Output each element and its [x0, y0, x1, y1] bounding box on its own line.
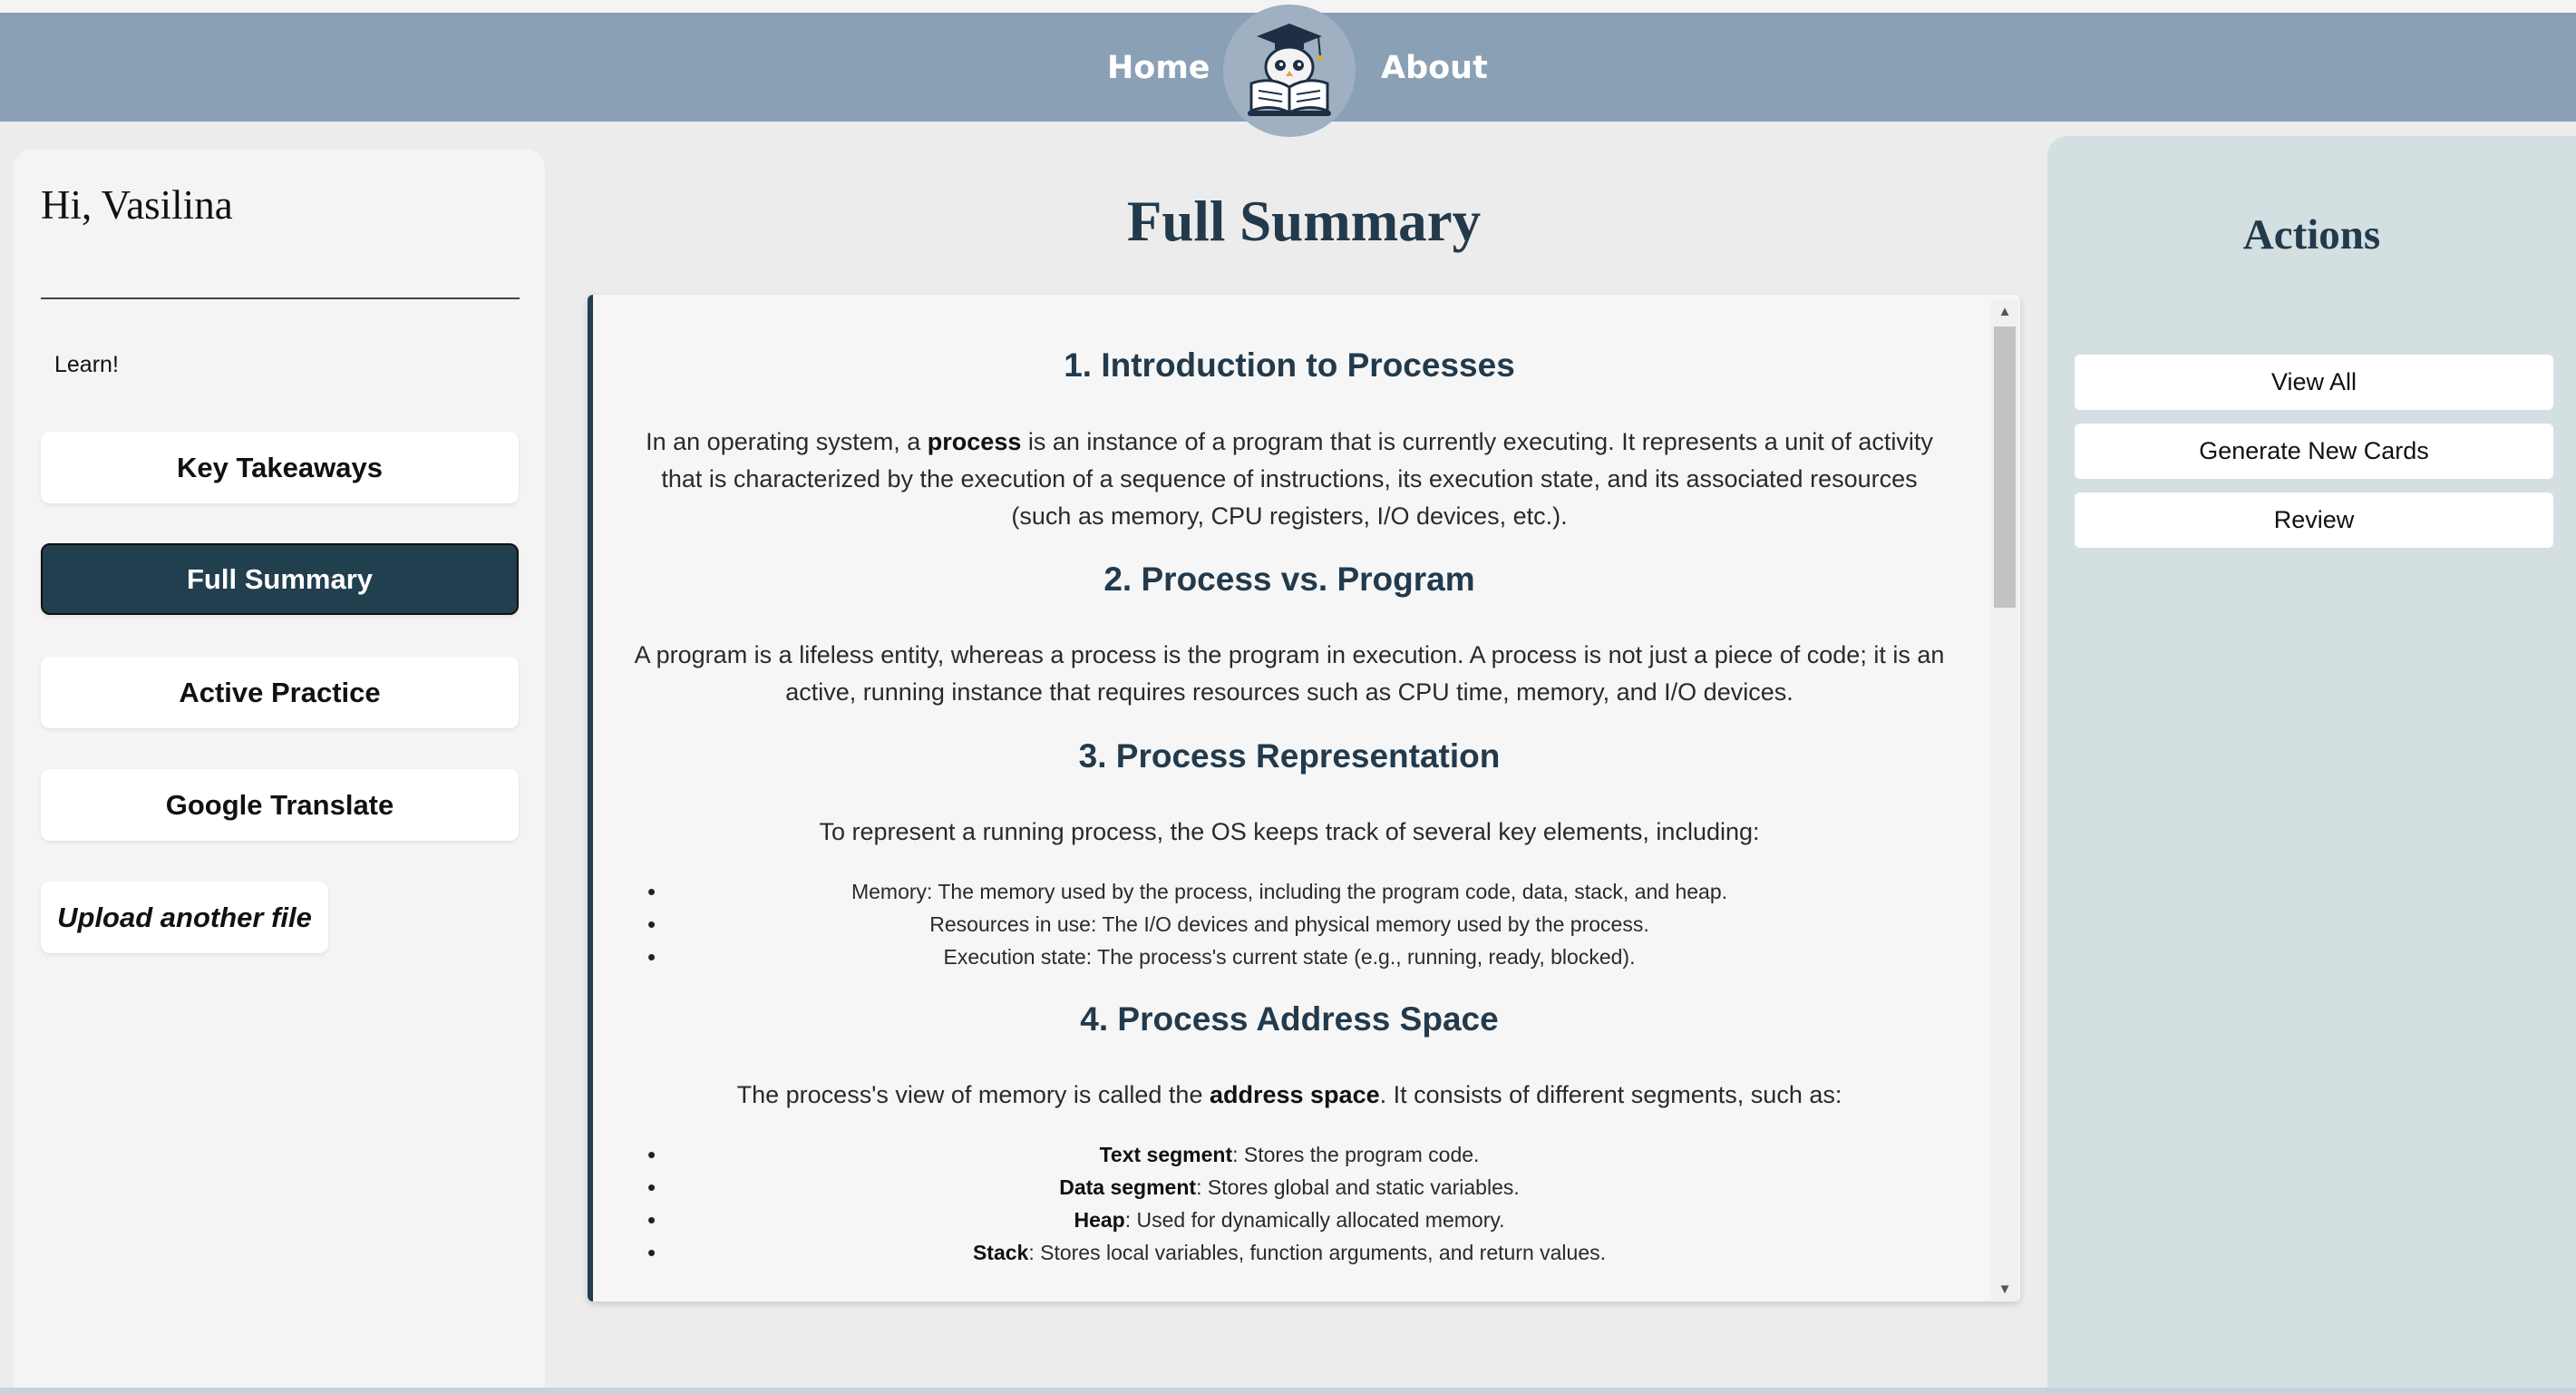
section-paragraph: A program is a lifeless entity, whereas a process is the program in execution. A process is not just a piece of code; it is an active, running instance that requires resources such as CPU time, memory, and I/O devices.	[634, 641, 1945, 706]
list-item: • Data segment: Stores global and static variables.	[629, 1171, 1949, 1204]
scroll-up-arrow-icon[interactable]: ▲	[1998, 303, 2012, 319]
list-item: • Resources in use: The I/O devices and physical memory used by the process.	[629, 908, 1949, 941]
generate-new-cards-button[interactable]: Generate New Cards	[2075, 424, 2553, 479]
list-item: • Stack: Stores local variables, function arguments, and return values.	[629, 1236, 1949, 1269]
list-item: • Execution state: The process's current state (e.g., running, ready, blocked).	[629, 941, 1949, 973]
list-item: • Heap: Used for dynamically allocated memory.	[629, 1204, 1949, 1236]
summary-content-panel[interactable]	[588, 295, 2020, 1301]
actions-panel	[2047, 136, 2576, 1394]
content-scrollbar[interactable]	[1991, 299, 2018, 1301]
section-paragraph: The process's view of memory is called the address space. It consists of different segments, such as:	[736, 1081, 1842, 1108]
nav-home-link[interactable]: Home	[1107, 50, 1210, 86]
summary-scroll-area	[593, 295, 1989, 1301]
section-heading: 2. Process vs. Program	[1103, 561, 1475, 598]
nav-about-link[interactable]: About	[1381, 50, 1488, 86]
key-takeaways-button[interactable]: Key Takeaways	[41, 432, 519, 503]
scroll-down-arrow-icon[interactable]: ▼	[1998, 1281, 2012, 1297]
list-item: • Text segment: Stores the program code.	[629, 1138, 1949, 1171]
sidebar-divider	[41, 297, 520, 299]
actions-title: Actions	[2242, 211, 2381, 258]
bottom-border	[0, 1388, 2576, 1394]
scrollbar-thumb[interactable]	[1994, 327, 2016, 608]
section-paragraph: To represent a running process, the OS keeps track of several key elements, including:	[819, 818, 1760, 845]
graduate-owl-book-logo-icon	[1235, 16, 1344, 125]
bullet-list	[629, 875, 1949, 973]
section-heading: 4. Process Address Space	[1080, 1000, 1499, 1038]
section-paragraph: In an operating system, a process is an instance of a program that is currently executing. It represents a unit of activity that is characterized by the execution of a sequence of instructions, its execution state, and its associated resources (such as memory, CPU registers, I/O devices, etc.).	[646, 428, 1933, 530]
full-summary-button[interactable]: Full Summary	[41, 543, 519, 615]
logo[interactable]	[1223, 5, 1356, 137]
review-button[interactable]: Review	[2075, 492, 2553, 548]
user-greeting: Hi, Vasilina	[41, 182, 233, 228]
section-heading: 3. Process Representation	[1078, 737, 1501, 775]
view-all-button[interactable]: View All	[2075, 355, 2553, 410]
learn-section-label: Learn!	[54, 352, 119, 377]
list-item: • Memory: The memory used by the process, including the program code, data, stack, and heap.	[629, 875, 1949, 908]
page-title: Full Summary	[1126, 190, 1482, 253]
section-heading: 1. Introduction to Processes	[1064, 346, 1515, 384]
google-translate-button[interactable]: Google Translate	[41, 769, 519, 841]
active-practice-button[interactable]: Active Practice	[41, 657, 519, 728]
upload-file-button[interactable]: Upload another file	[41, 882, 328, 953]
bullet-list	[629, 1138, 1949, 1269]
